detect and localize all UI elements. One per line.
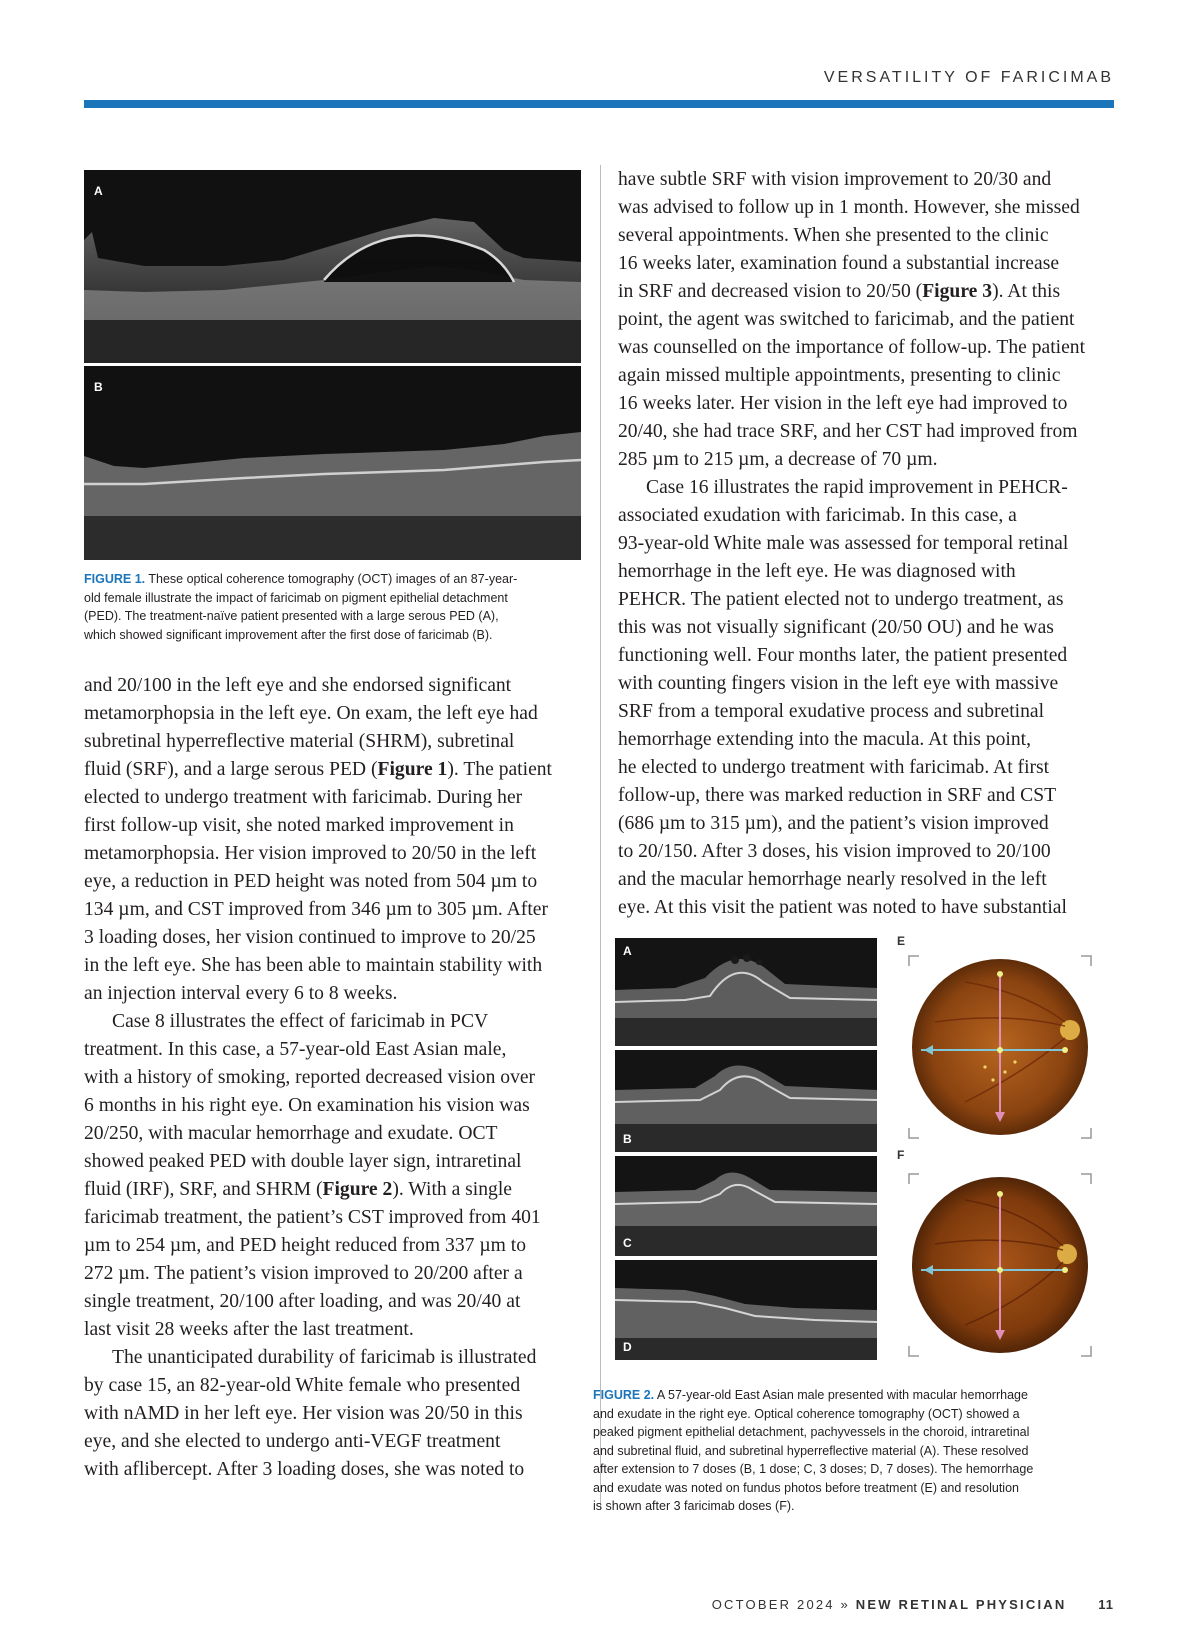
page-number: 11 [1098,1597,1114,1612]
paragraph-case-8 [84,1008,581,1344]
text-line: metamorphopsia. Her vision improved to 20/50 in the left [84,843,537,864]
figure-2-label-f: F [897,1148,905,1162]
figure-2-label-e: E [897,934,906,948]
text-line: follow-up, there was marked reduction in SRF and CST [618,785,1057,806]
oct-scan-image [615,1156,877,1256]
left-column-text [84,672,581,1484]
figure-1-reference: Figure 1 [377,759,448,780]
text-line: with a history of smoking, reported decreased vision over [84,1067,536,1088]
fundus-photo-image [905,1170,1095,1360]
figure-2-caption: FIGURE 2. A 57-year-old East Asian male presented with macular hemorrhage and exudate in the right eye. Optical coherence tomography (OCT) showed a peaked pigment epithelial detachment, pachyvessels in the choroid, intraretinal and subretinal fluid, and subretinal hyperreflective material (A). These resolved after extension to 7 doses (B, 1 dose; C, 3 doses; D, 7 doses). The hemorrhage and exudate was noted on fundus photos before treatment (E) and resolution is shown after 3 faricimab doses (F). [593,1388,1034,1513]
text-line: again missed multiple appointments, presenting to clinic [618,365,1061,386]
figure-1-panel-b [84,366,581,560]
oct-scan-a-image [84,170,581,363]
footer-separator: » [840,1597,850,1612]
oct-scan-image [615,938,877,1046]
footer-date: OCTOBER 2024 [711,1597,835,1612]
fundus-photo-image [905,952,1095,1142]
figure-2-label-b: B [623,1132,632,1146]
text-line: hemorrhage in the left eye. He was diagnosed with [618,561,1016,582]
page-footer [712,1597,1114,1612]
figure-2-panel-e [905,952,1095,1142]
text-line: 16 weeks later. Her vision in the left eye had improved to [618,393,1068,414]
text-line: functioning well. Four months later, the patient presented [618,645,1068,666]
text-line: first follow-up visit, she noted marked improvement in [84,815,514,836]
text-line: was counselled on the importance of follow-up. The patient [618,337,1086,358]
text-line: an injection interval every 6 to 8 weeks. [84,983,398,1004]
paragraph-case-87 [84,672,581,1008]
text-line: 134 µm, and CST improved from 346 µm to 305 µm. After [84,899,548,920]
figure-1-label-b: B [94,380,103,394]
figure-1-caption-label: FIGURE 1. [84,572,146,586]
text-line: 93-year-old White male was assessed for temporal retinal [618,533,1069,554]
paragraph-case-15-continued [618,166,1118,474]
oct-scan-b-image [84,366,581,560]
text-line: 20/250, with macular hemorrhage and exudate. OCT [84,1123,498,1144]
text-line: Case 8 illustrates the effect of faricimab in PCV [112,1011,489,1032]
text-line: SRF from a temporal exudative process and subretinal [618,701,1045,722]
text-line: point, the agent was switched to faricimab, and the patient [618,309,1075,330]
text-line: The unanticipated durability of faricimab is illustrated [112,1347,537,1368]
figure-2-caption-label: FIGURE 2. [593,1388,655,1402]
text-line: to 20/150. After 3 doses, his vision improved to 20/100 [618,841,1051,862]
text-line: faricimab treatment, the patient’s CST improved from 401 [84,1207,541,1228]
text-line: and the macular hemorrhage nearly resolved in the left [618,869,1047,890]
text-line: eye, a reduction in PED height was noted from 504 µm to [84,871,538,892]
figure-1-panel-a [84,170,581,363]
text-line: metamorphopsia in the left eye. On exam, the left eye had [84,703,538,724]
text-line: 285 µm to 215 µm, a decrease of 70 µm. [618,449,938,470]
text-line: in SRF and decreased vision to 20/50 (Figure 3). At this [618,281,1061,302]
text-line: µm to 254 µm, and PED height reduced from 337 µm to [84,1235,527,1256]
figure-2-panel-b [615,1050,877,1152]
paragraph-case-15 [84,1344,581,1484]
figure-2-label-a: A [623,944,632,958]
column-divider [600,165,601,1510]
figure-2-label-d: D [623,1340,632,1354]
text-line: 6 months in his right eye. On examination his vision was [84,1095,530,1116]
text-line: treatment. In this case, a 57-year-old East Asian male, [84,1039,507,1060]
figure-1-label-a: A [94,184,103,198]
figure-1-caption: FIGURE 1. These optical coherence tomography (OCT) images of an 87-year- old female illustrate the impact of faricimab on pigment epithelial detachment (PED). The treatment-naïve patient presented with a large serous PED (A), which showed significant improvement after the first dose of faricimab (B). [84,572,518,642]
text-line: have subtle SRF with vision improvement to 20/30 and [618,169,1052,190]
figure-2 [593,934,1115,1513]
figure-1 [84,170,581,642]
text-line: 20/40, she had trace SRF, and her CST had improved from [618,421,1078,442]
text-line: with aflibercept. After 3 loading doses, she was noted to [84,1459,525,1480]
figure-2-reference: Figure 2 [322,1179,393,1200]
header-rule [84,100,1114,108]
text-line: 272 µm. The patient’s vision improved to 20/200 after a [84,1263,523,1284]
figure-2-panel-f [905,1170,1095,1360]
figure-3-reference: Figure 3 [922,281,993,302]
running-header: VERSATILITY OF FARICIMAB [823,69,1114,86]
text-line: eye, and she elected to undergo anti-VEGF treatment [84,1431,501,1452]
text-line: hemorrhage extending into the macula. At this point, [618,729,1032,750]
text-line: subretinal hyperreflective material (SHRM), subretinal [84,731,515,752]
text-line: by case 15, an 82-year-old White female who presented [84,1375,521,1396]
text-line: last visit 28 weeks after the last treatment. [84,1319,414,1340]
text-line: 3 loading doses, her vision continued to improve to 20/25 [84,927,536,948]
right-column-text [618,166,1118,922]
text-line: in the left eye. She has been able to maintain stability with [84,955,543,976]
text-line: with nAMD in her left eye. Her vision was 20/50 in this [84,1403,523,1424]
text-line: showed peaked PED with double layer sign, intraretinal [84,1151,522,1172]
figure-2-panel-d [615,1260,877,1360]
figure-2-panel-a [615,938,877,1046]
text-line: 16 weeks later, examination found a substantial increase [618,253,1060,274]
text-line: Case 16 illustrates the rapid improvement in PEHCR- [646,477,1068,498]
footer-journal-name: NEW RETINAL PHYSICIAN [855,1597,1067,1612]
text-line: this was not visually significant (20/50 OU) and he was [618,617,1054,638]
text-line: was advised to follow up in 1 month. However, she missed [618,197,1080,218]
oct-scan-image [615,1050,877,1152]
text-line: (686 µm to 315 µm), and the patient’s vision improved [618,813,1049,834]
text-line: eye. At this visit the patient was noted to have substantial [618,897,1067,918]
paragraph-case-16 [618,474,1118,922]
text-line: elected to undergo treatment with faricimab. During her [84,787,523,808]
text-line: with counting fingers vision in the left eye with massive [618,673,1059,694]
text-line: PEHCR. The patient elected not to undergo treatment, as [618,589,1064,610]
text-line: single treatment, 20/100 after loading, and was 20/40 at [84,1291,521,1312]
oct-scan-image [615,1260,877,1360]
text-line: fluid (SRF), and a large serous PED (Figure 1). The patient [84,759,553,780]
text-line: he elected to undergo treatment with faricimab. At first [618,757,1050,778]
text-line: fluid (IRF), SRF, and SHRM (Figure 2). With a single [84,1179,512,1200]
text-line: associated exudation with faricimab. In this case, a [618,505,1017,526]
text-line: and 20/100 in the left eye and she endorsed significant [84,675,512,696]
text-line: several appointments. When she presented to the clinic [618,225,1049,246]
figure-2-panel-c [615,1156,877,1256]
figure-2-label-c: C [623,1236,632,1250]
